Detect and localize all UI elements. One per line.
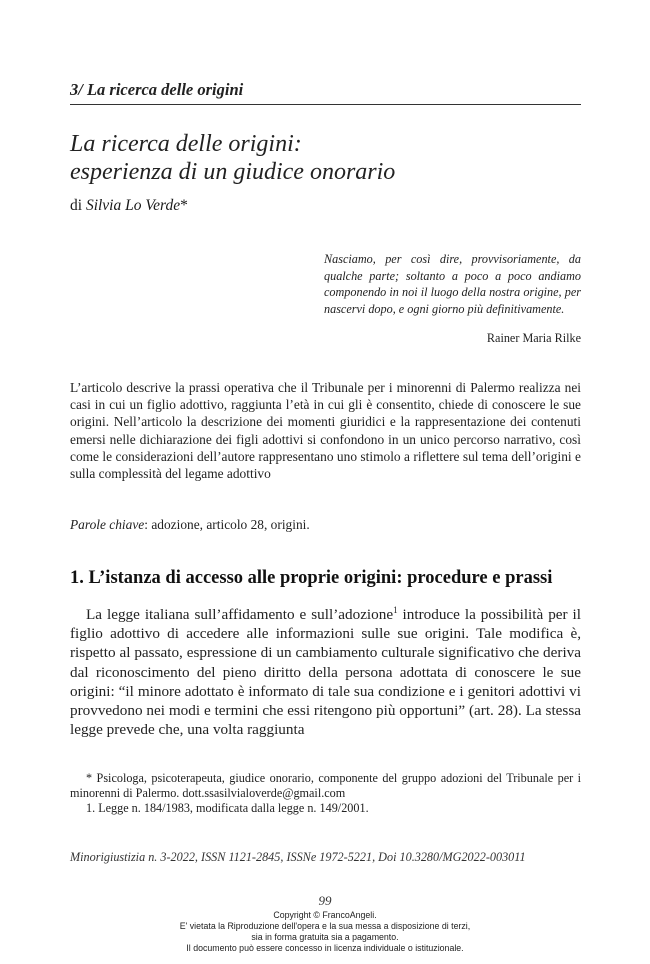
paragraph-text-rest: introduce la possibilità per il figlio adottivo di accedere alle informazioni sulle sue origini. Tale modifica è, rispetto al passato, espressione di un cambiamento culturale significativo che deriva dal riconoscimento del pieno diritto della persona adottata di conoscere le sue origini: “il minore adottato è informato di tale sua condizione e i genitori adottivi vi provvedono nei modi e termini che essi ritengono più opportuni” (art. 28). La stessa legge prevede che, una volta raggiunta [70, 606, 582, 739]
body-paragraph [70, 605, 581, 739]
footnotes [70, 771, 581, 817]
article-title [70, 130, 581, 186]
keywords-label: Parole chiave [70, 517, 145, 532]
copyright-line: sia in forma gratuita sia a pagamento. [251, 932, 399, 942]
epigraph-author: Rainer Maria Rilke [486, 331, 581, 345]
page-number: 99 [318, 893, 332, 908]
copyright-line: Copyright © FrancoAngeli. [273, 910, 377, 920]
keywords [70, 517, 581, 533]
copyright-notice [0, 910, 650, 954]
title-line-2: esperienza di un giudice onorario [70, 159, 396, 185]
footnote-reference[interactable]: 1 [393, 604, 398, 615]
byline-prefix: di [70, 197, 86, 214]
copyright-line: Il documento può essere concesso in licenza individuale o istituzionale. [186, 943, 464, 953]
abstract: L’articolo descrive la prassi operativa che il Tribunale per i minorenni di Palermo realizza nei casi in cui un figlio adottivo, raggiunta l’età in cui gli è consentito, chiede di conoscere le sue origini. Nell’articolo la descrizione dei momenti giuridici e la rappresentazione dei contenuti emersi nelle dichiarazione dei figli adottivi si confondono in un unico percorso narrativo, così come le considerazioni dell’autore rappresentano uno stimolo a riflettere sul tema dell’origini e sulla complessità del legame adottivo [70, 380, 581, 482]
byline [70, 197, 188, 215]
keywords-list: adozione, articolo 28, origini. [151, 517, 310, 532]
running-header: 3/ La ricerca delle origini [70, 80, 244, 99]
footnote-author: * Psicologa, psicoterapeuta, giudice onorario, componente del gruppo adozioni del Tribunale per i minorenni di Palermo. dott.ssasilvialoverde@gmail.com [70, 771, 581, 801]
section-heading: 1. L’istanza di accesso alle proprie origini: procedure e prassi [70, 568, 553, 588]
epigraph-quote: Nasciamo, per così dire, provvisoriamente, da qualche parte; soltanto a poco a poco andiamo componendo in noi il luogo della nostra origine, per nascervi dopo, e ogni giorno più definitivamente. [324, 252, 581, 316]
title-line-1: La ricerca delle origini: [70, 131, 302, 157]
header-rule [70, 104, 581, 105]
keywords-separator: : [144, 517, 152, 532]
author-footnote-marker: * [180, 197, 188, 214]
paragraph-text-start: La legge italiana sull’affidamento e sull’adozione [86, 606, 394, 623]
author-name: Silvia Lo Verde [85, 197, 181, 214]
copyright-line: E' vietata la Riproduzione dell'opera e la sua messa a disposizione di terzi, [179, 921, 471, 931]
journal-citation: Minorigiustizia n. 3-2022, ISSN 1121-2845, ISSNe 1972-5221, Doi 10.3280/MG2022-003011 [70, 850, 526, 864]
footnote-1: 1. Legge n. 184/1983, modificata dalla legge n. 149/2001. [86, 801, 369, 816]
